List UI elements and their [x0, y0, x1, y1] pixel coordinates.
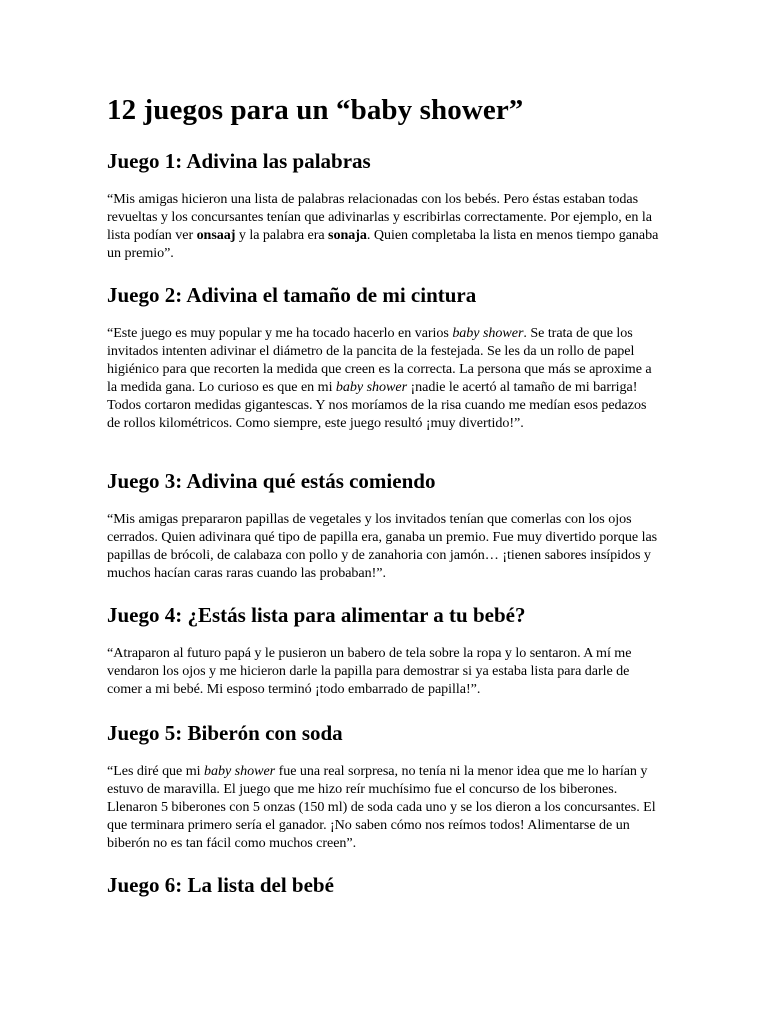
bold-word: sonaja — [328, 227, 367, 243]
game-paragraph — [107, 510, 663, 582]
game-heading: Juego 1: Adivina las palabras — [107, 149, 371, 173]
text-run: . Se trata de que los invitados intenten adivinar el diámetro de la pancita de la festejada. Se les da un rollo de papel higiénico para que recorten la medida que creen es la correcta. La persona que más se aproxime a la medida gana. Lo curioso es que en mi — [107, 325, 652, 395]
italic-phrase: baby shower — [204, 763, 276, 779]
game-section-3 — [107, 468, 663, 582]
game-heading: Juego 4: ¿Estás lista para alimentar a tu bebé? — [107, 603, 526, 627]
game-paragraph — [107, 644, 663, 698]
game-heading: Juego 2: Adivina el tamaño de mi cintura — [107, 283, 477, 307]
game-heading: Juego 6: La lista del bebé — [107, 873, 334, 897]
document-page — [107, 92, 663, 897]
game-paragraph — [107, 324, 663, 432]
game-section-4 — [107, 602, 663, 698]
game-paragraph — [107, 762, 663, 852]
document-title: 12 juegos para un “baby shower” — [107, 94, 524, 126]
game-section-2 — [107, 282, 663, 432]
text-run: “Este juego es muy popular y me ha tocado hacerlo en varios — [107, 325, 453, 341]
text-run: y la palabra era — [235, 227, 329, 243]
bold-word: onsaaj — [196, 227, 236, 243]
text-run: fue una real sorpresa, no tenía ni la menor idea que me lo harían y estuvo de maravilla. El juego que me hizo reír muchísimo fue el concurso de los biberones. Llenaron 5 biberones con 5 onzas (150 ml) de soda cada uno y se los dieron a los concursantes. El que terminara primero sería el ganador. ¡No saben cómo nos reímos todos! Alimentarse de un biberón no es tan fácil como muchos creen”. — [107, 763, 656, 851]
italic-phrase: baby shower — [452, 325, 524, 341]
game-heading: Juego 5: Biberón con soda — [107, 721, 343, 745]
game-section-1 — [107, 148, 663, 262]
italic-phrase: baby shower — [335, 379, 408, 395]
game-section-6 — [107, 872, 663, 898]
text-run: . Quien completaba la lista en menos tiempo ganaba un premio”. — [107, 227, 659, 261]
text-run: “Mis amigas hicieron una lista de palabras relacionadas con los bebés. Pero éstas estaban todas revueltas y los concursantes tenían que adivinarlas y escribirlas correctamente. Por ejemplo, en la lista podían ver — [107, 191, 652, 243]
text-run: ¡nadie le acertó al tamaño de mi barriga! Todos cortaron medidas gigantescas. Y nos moríamos de la risa cuando me medían esos pedazos de rollos kilométricos. Como siempre, este juego resultó ¡muy divertido!”. — [107, 379, 647, 431]
game-paragraph — [107, 190, 663, 262]
game-section-5 — [107, 720, 663, 852]
game-heading: Juego 3: Adivina qué estás comiendo — [107, 469, 436, 493]
text-run: “Mis amigas prepararon papillas de vegetales y los invitados tenían que comerlas con los ojos cerrados. Quien adivinara qué tipo de papilla era, ganaba un premio. Fue muy divertido porque las papillas de brócoli, de calabaza con pollo y de zanahoria con jamón… ¡tienen sabores insípidos y muchos hacían caras raras cuando las probaban!”. — [107, 511, 658, 581]
text-run: “Les diré que mi — [107, 763, 204, 779]
text-run: “Atraparon al futuro papá y le pusieron un babero de tela sobre la ropa y lo sentaron. A mí me vendaron los ojos y me hicieron darle la papilla para demostrar si ya estaba lista para darle de comer a mi bebé. Mi esposo terminó ¡todo embarrado de papilla!”. — [107, 645, 632, 697]
